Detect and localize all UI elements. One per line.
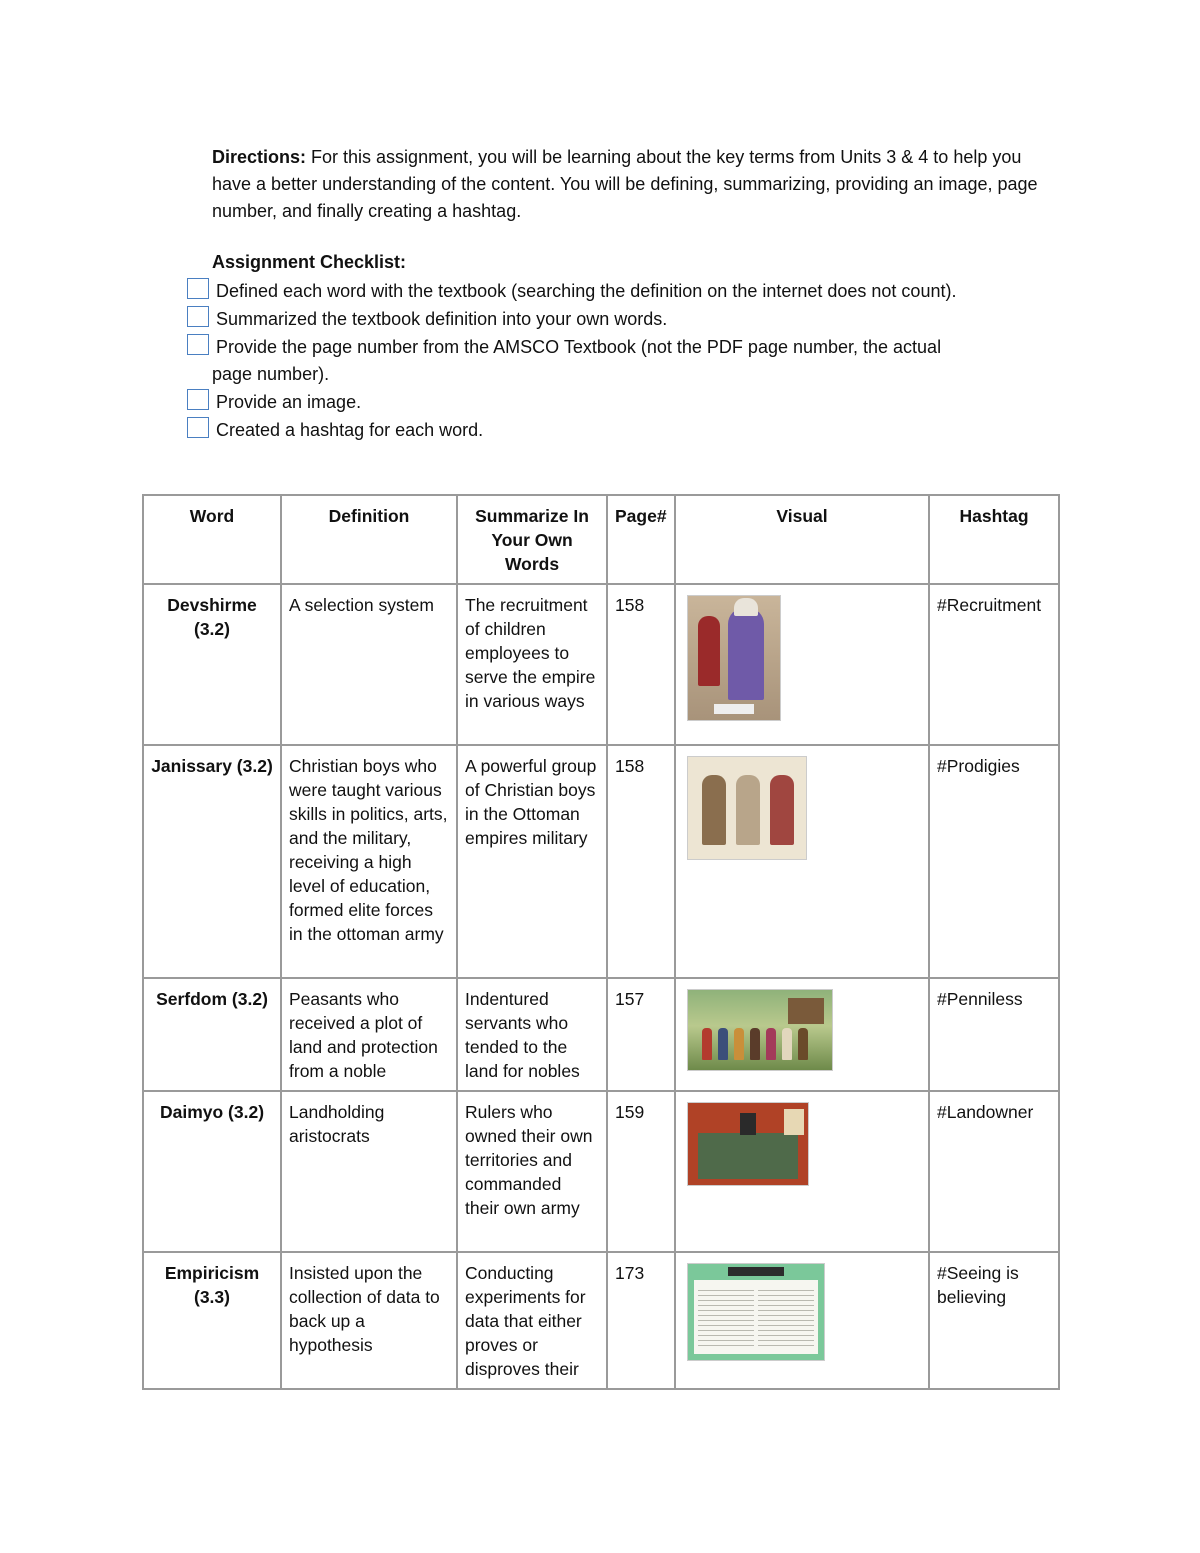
checklist-item [186, 389, 1086, 416]
definition-cell: A selection system [281, 584, 457, 745]
hashtag-cell: #Prodigies [929, 745, 1059, 978]
hashtag-cell: #Recruitment [929, 584, 1059, 745]
devshirme-image [687, 595, 781, 721]
table-row [143, 584, 1059, 745]
header-summary: Summarize In Your Own Words [457, 495, 607, 584]
checklist-item-label: Provide the page number from the AMSCO Textbook (not the PDF page number, the actual [216, 337, 942, 357]
visual-cell [675, 584, 929, 745]
checkbox[interactable] [187, 417, 209, 438]
serfdom-image [687, 989, 833, 1071]
table-row [143, 1091, 1059, 1252]
visual-cell [675, 745, 929, 978]
directions-label: Directions: [212, 147, 307, 167]
checkbox[interactable] [187, 389, 209, 410]
summary-cell: The recruitment of children employees to serve the empire in various ways [457, 584, 607, 745]
page-cell: 159 [607, 1091, 675, 1252]
checklist-title: Assignment Checklist: [212, 252, 407, 272]
hashtag-cell: #Penniless [929, 978, 1059, 1091]
word-cell: Daimyo (3.2) [143, 1091, 281, 1252]
header-word: Word [143, 495, 281, 584]
checklist-item [186, 278, 1086, 305]
page-cell: 158 [607, 584, 675, 745]
word-cell: Empiricism (3.3) [143, 1252, 281, 1389]
janissary-image [687, 756, 807, 860]
summary-cell: Conducting experiments for data that either proves or disproves their [457, 1252, 607, 1389]
directions-paragraph [212, 144, 1062, 225]
hashtag-cell: #Landowner [929, 1091, 1059, 1252]
definition-cell: Peasants who received a plot of land and protection from a noble [281, 978, 457, 1091]
directions-text: For this assignment, you will be learning about the key terms from Units 3 & 4 to help you have a better understanding of the content. You will be defining, summarizing, providing an image, page number, and finally creating a hashtag. [212, 147, 1038, 221]
summary-cell: Indentured servants who tended to the land for nobles [457, 978, 607, 1091]
checklist-item-label: Defined each word with the textbook (searching the definition on the internet does not count). [216, 281, 957, 301]
checklist-item-label: Provide an image. [216, 392, 362, 412]
checklist-item [186, 306, 1086, 333]
page-cell: 173 [607, 1252, 675, 1389]
definition-cell: Landholding aristocrats [281, 1091, 457, 1252]
checkbox[interactable] [187, 306, 209, 327]
visual-cell [675, 978, 929, 1091]
key-terms-table [142, 494, 1060, 1390]
checkbox[interactable] [187, 278, 209, 299]
checkbox[interactable] [187, 334, 209, 355]
hashtag-cell: #Seeing is believing [929, 1252, 1059, 1389]
checklist-item-label-continued: page number). [212, 364, 330, 384]
table-row [143, 978, 1059, 1091]
visual-cell [675, 1252, 929, 1389]
assignment-checklist [186, 278, 1086, 444]
table-header-row [143, 495, 1059, 584]
daimyo-image [687, 1102, 809, 1186]
visual-cell [675, 1091, 929, 1252]
checklist-item-label: Summarized the textbook definition into your own words. [216, 309, 668, 329]
summary-cell: Rulers who owned their own territories and commanded their own army [457, 1091, 607, 1252]
summary-cell: A powerful group of Christian boys in the Ottoman empires military [457, 745, 607, 978]
definition-cell: Christian boys who were taught various skills in politics, arts, and the military, receiving a high level of education, formed elite forces in the ottoman army [281, 745, 457, 978]
page-cell: 157 [607, 978, 675, 1091]
table-row [143, 1252, 1059, 1389]
word-cell: Devshirme (3.2) [143, 584, 281, 745]
header-visual: Visual [675, 495, 929, 584]
page-cell: 158 [607, 745, 675, 978]
header-hashtag: Hashtag [929, 495, 1059, 584]
checklist-item-label: Created a hashtag for each word. [216, 420, 484, 440]
checklist-item [186, 417, 1086, 444]
word-cell: Serfdom (3.2) [143, 978, 281, 1091]
header-definition: Definition [281, 495, 457, 584]
definition-cell: Insisted upon the collection of data to back up a hypothesis [281, 1252, 457, 1389]
empiricism-image [687, 1263, 825, 1361]
table-row [143, 745, 1059, 978]
word-cell: Janissary (3.2) [143, 745, 281, 978]
header-page: Page# [607, 495, 675, 584]
checklist-item [186, 334, 1086, 388]
